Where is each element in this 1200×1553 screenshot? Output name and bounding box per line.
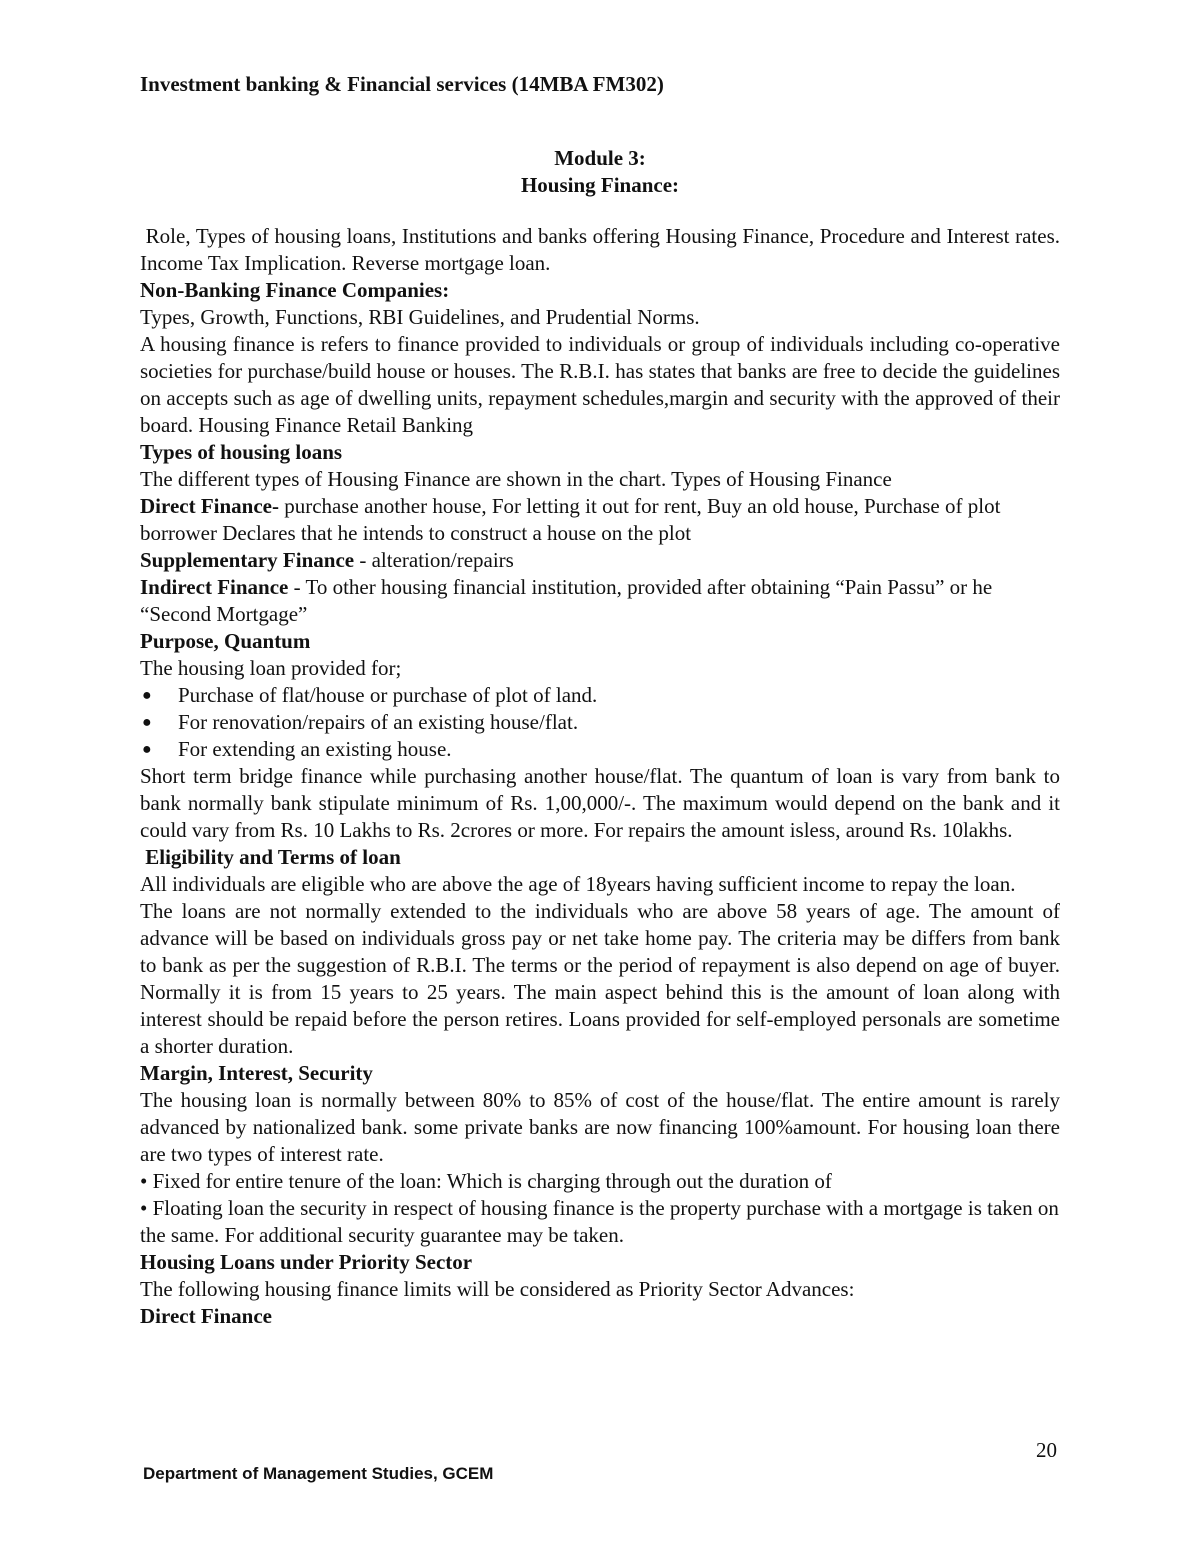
running-header: Investment banking & Financial services (14MBA FM302) bbox=[140, 72, 664, 96]
supplementary-finance-text: - alteration/repairs bbox=[354, 548, 514, 572]
list-item-text: For extending an existing house. bbox=[178, 737, 452, 761]
priority-heading: Housing Loans under Priority Sector bbox=[140, 1250, 473, 1274]
list-item-text: For renovation/repairs of an existing house/flat. bbox=[178, 710, 579, 734]
nbfc-topics: Types, Growth, Functions, RBI Guidelines, and Prudential Norms. bbox=[140, 305, 700, 329]
margin-bullet-floating: • Floating loan the security in respect of housing finance is the property purchase with a mortgage is taken on the same. For additional security guarantee may be taken. bbox=[140, 1196, 1059, 1247]
page-number: 20 bbox=[1036, 1438, 1057, 1462]
margin-heading: Margin, Interest, Security bbox=[140, 1061, 373, 1085]
purpose-heading: Purpose, Quantum bbox=[140, 629, 311, 653]
module-number: Module 3: bbox=[554, 146, 646, 170]
indirect-finance-label: Indirect Finance bbox=[140, 575, 289, 599]
direct-finance-label: Direct Finance- bbox=[140, 494, 279, 518]
bullet-icon: ● bbox=[142, 687, 152, 704]
nbfc-heading: Non-Banking Finance Companies: bbox=[140, 278, 450, 302]
definition-paragraph: A housing finance is refers to finance provided to individuals or group of individuals including co-operative societies for purchase/build house or houses. The R.B.I. has states that banks are free to decide the guidelines on accepts such as age of dwelling units, repayment schedules,margin and security with the approved of their board. Housing Finance Retail Banking bbox=[140, 332, 1060, 437]
purpose-list bbox=[140, 682, 1060, 763]
page-footer: Department of Management Studies, GCEM bbox=[143, 1464, 494, 1483]
priority-paragraph: The following housing finance limits will be considered as Priority Sector Advances: bbox=[140, 1277, 855, 1301]
supplementary-finance-label: Supplementary Finance bbox=[140, 548, 355, 572]
supplementary-finance-paragraph bbox=[140, 547, 1060, 574]
purpose-intro: The housing loan provided for; bbox=[140, 656, 402, 680]
eligibility-heading: Eligibility and Terms of loan bbox=[140, 845, 401, 869]
list-item-text: Purchase of flat/house or purchase of plot of land. bbox=[178, 683, 598, 707]
intro-paragraph: Role, Types of housing loans, Institutions and banks offering Housing Finance, Procedure and Interest rates. Income Tax Implication. Reverse mortgage loan. bbox=[140, 224, 1066, 275]
body-content bbox=[140, 223, 1066, 1330]
list-item bbox=[140, 736, 1060, 763]
types-intro: The different types of Housing Finance are shown in the chart. Types of Housing Finance bbox=[140, 467, 892, 491]
types-heading: Types of housing loans bbox=[140, 440, 343, 464]
bullet-icon: ● bbox=[142, 714, 152, 731]
eligibility-paragraph-1: All individuals are eligible who are above the age of 18years having sufficient income to repay the loan. bbox=[140, 872, 1016, 896]
indirect-finance-paragraph bbox=[140, 574, 1060, 628]
module-title: Housing Finance: bbox=[520, 173, 680, 197]
bullet-icon: ● bbox=[142, 741, 152, 758]
list-item bbox=[140, 709, 1060, 736]
indirect-finance-text: - To other housing financial institution, provided after obtaining “Pain Passu” or he “Second Mortgage” bbox=[140, 575, 998, 626]
direct-finance-text: purchase another house, For letting it out for rent, Buy an old house, Purchase of plot borrower Declares that he intends to construct a house on the plot bbox=[140, 494, 1006, 545]
list-item bbox=[140, 682, 1060, 709]
margin-paragraph: The housing loan is normally between 80% to 85% of cost of the house/flat. The entire amount is rarely advanced by nationalized bank. some private banks are now financing 100%amount. For housing loan there are two types of interest rate. bbox=[140, 1088, 1060, 1166]
direct-finance-paragraph bbox=[140, 493, 1060, 547]
priority-subheading: Direct Finance bbox=[140, 1304, 272, 1328]
quantum-paragraph: Short term bridge finance while purchasing another house/flat. The quantum of loan is vary from bank to bank normally bank stipulate minimum of Rs. 1,00,000/-. The maximum would depend on the bank and it could vary from Rs. 10 Lakhs to Rs. 2crores or more. For repairs the amount isless, around Rs. 10lakhs. bbox=[140, 764, 1060, 842]
eligibility-paragraph-2: The loans are not normally extended to the individuals who are above 58 years of age. The amount of advance will be based on individuals gross pay or net take home pay. The criteria may be differs from bank to bank as per the suggestion of R.B.I. The terms or the period of repayment is also depend on age of buyer. Normally it is from 15 years to 25 years. The main aspect behind this is the amount of loan along with interest should be repaid before the person retires. Loans provided for self-employed personals are sometime a shorter duration. bbox=[140, 899, 1060, 1058]
margin-bullet-fixed: • Fixed for entire tenure of the loan: Which is charging through out the duration of bbox=[140, 1169, 832, 1193]
